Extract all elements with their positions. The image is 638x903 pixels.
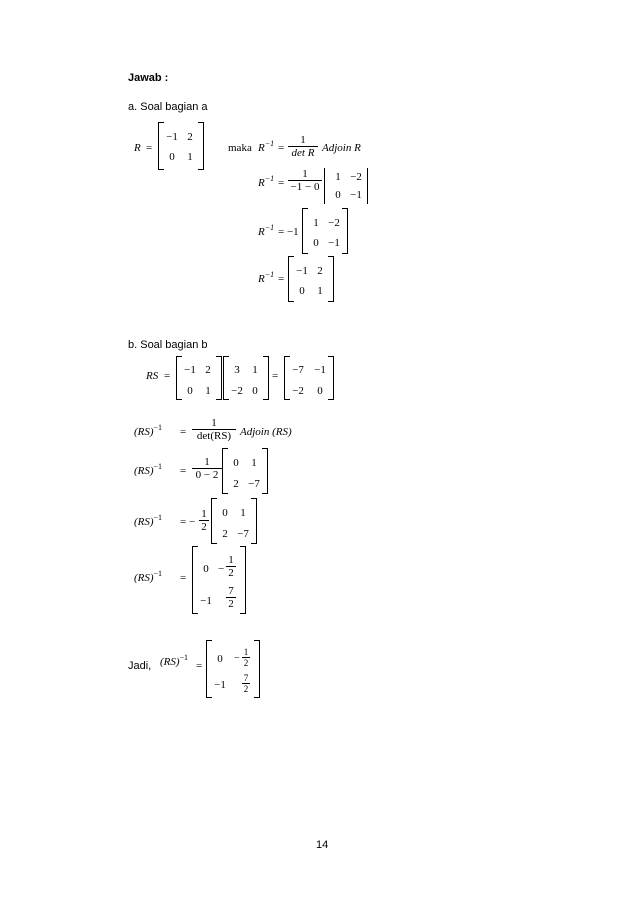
matrix-step3 [211,498,257,544]
matrix-cell: 0 [187,385,193,397]
matrix-cell: −1 [166,131,178,143]
matrix-cell: −1 [314,364,326,376]
matrix-cell: −2 [231,385,243,397]
matrix-s [223,356,269,400]
matrix-step2 [222,448,268,494]
matrix-cell: 2 [317,265,323,277]
r-inverse-label: $R^{-1}$ [258,223,275,238]
matrix-cell: 0 [299,285,305,297]
matrix-cell: 1 [317,285,323,297]
equals-sign: = [180,426,187,438]
rs-inverse-label: (RS)$^{-1}$ [134,569,163,584]
matrix-cell: 0 [203,563,209,575]
adjoin-rs-text: Adjoin (RS) [240,426,292,438]
matrix-rs-inverse [192,546,246,614]
matrix-cell: 1 [187,151,193,163]
matrix-cell: 1 [313,217,319,229]
adjoin-r-text: Adjoin R [322,142,361,154]
matrix-cell: −1 [200,595,212,607]
r-inverse-label: $R^{-1}$ [258,270,275,285]
matrix-cell-fraction: $\frac{7}{2}$ [243,673,249,694]
page-number: 14 [316,839,329,851]
equals-sign: = [180,465,187,477]
matrix-cell-sign: − [218,563,225,575]
rs-inverse-label: (RS)$^{-1}$ [134,423,163,438]
equals-sign: = [278,142,285,154]
equals-sign: = [146,142,153,154]
matrix-final-result [206,640,260,698]
equals-sign: = [278,273,285,285]
matrix-cell: −7 [248,478,260,490]
fraction-one-over-den: $\frac{1}{-1 - 0}$ [288,169,322,193]
matrix-cell: 0 [317,385,323,397]
matrix-cell: −2 [292,385,304,397]
matrix-cell: 0 [169,151,175,163]
conclusion-label: Jadi, [128,660,152,672]
equals-sign: = [272,370,279,382]
rs-name: RS [146,370,159,382]
matrix-cell: −1 [214,679,226,691]
part-b-label: b. Soal bagian b [128,339,208,351]
matrix-cell: 1 [205,385,211,397]
matrix-cell: −1 [350,189,362,201]
matrix-cell: −1 [328,237,340,249]
matrix-cell: 3 [234,364,240,376]
matrix-cell: 2 [233,478,239,490]
matrix-rs-product [284,356,334,400]
matrix-cell: 0 [233,457,239,469]
matrix-cell: 0 [335,189,341,201]
r-inverse-label: $R^{-1}$ [258,139,275,154]
matrix-cell: −1 [184,364,196,376]
matrix-cell: −7 [292,364,304,376]
matrix-cell-sign: − [234,653,240,664]
determinant-matrix [322,168,370,204]
maka-word: maka [228,142,252,154]
matrix-cell: 1 [335,171,341,183]
matrix-cell-fraction: $\frac{1}{2}$ [226,555,236,579]
matrix-cell: 2 [187,131,193,143]
answer-heading: Jawab : [128,72,169,84]
matrix-cell: 0 [252,385,258,397]
fraction-one-over-det: 1 det R [288,135,318,159]
equals-sign: = [196,660,203,672]
matrix-r [176,356,222,400]
matrix-cell: 0 [222,507,228,519]
negative-sign: = − [180,516,196,528]
matrix-cell: 0 [313,237,319,249]
fraction-one-over-det-rs: 1 det(RS) [192,418,236,442]
equals-sign: = [180,572,187,584]
fraction-one-over-den: $\frac{1}{0 - 2}$ [192,457,222,481]
matrix-r [158,122,204,170]
rs-inverse-label: (RS)$^{-1}$ [160,653,189,668]
matrix-cell: −1 [296,265,308,277]
part-a-label: a. Soal bagian a [128,101,208,113]
equals-sign: = [278,177,285,189]
matrix-cell: 1 [252,364,258,376]
equals-sign: = [164,370,171,382]
matrix-cell: 0 [217,653,223,665]
matrix-cell: −2 [328,217,340,229]
matrix-r-inverse-result [288,256,334,302]
matrix-cell: 1 [251,457,257,469]
matrix-cell-fraction: $\frac{7}{2}$ [226,586,236,610]
matrix-cell-fraction: $\frac{1}{2}$ [243,647,249,668]
matrix-step3 [302,208,348,254]
matrix-cell: −7 [237,528,249,540]
matrix-r-name: R [134,142,141,154]
matrix-cell: 2 [205,364,211,376]
matrix-cell: 2 [222,528,228,540]
matrix-cell: 1 [240,507,246,519]
rs-inverse-label: (RS)$^{-1}$ [134,462,163,477]
negative-one-coef: = −1 [278,226,299,238]
fraction-one-half: $\frac{1}{2}$ [199,509,209,533]
rs-inverse-label: (RS)$^{-1}$ [134,513,163,528]
r-inverse-label: $R^{-1}$ [258,174,275,189]
matrix-cell: −2 [350,171,362,183]
